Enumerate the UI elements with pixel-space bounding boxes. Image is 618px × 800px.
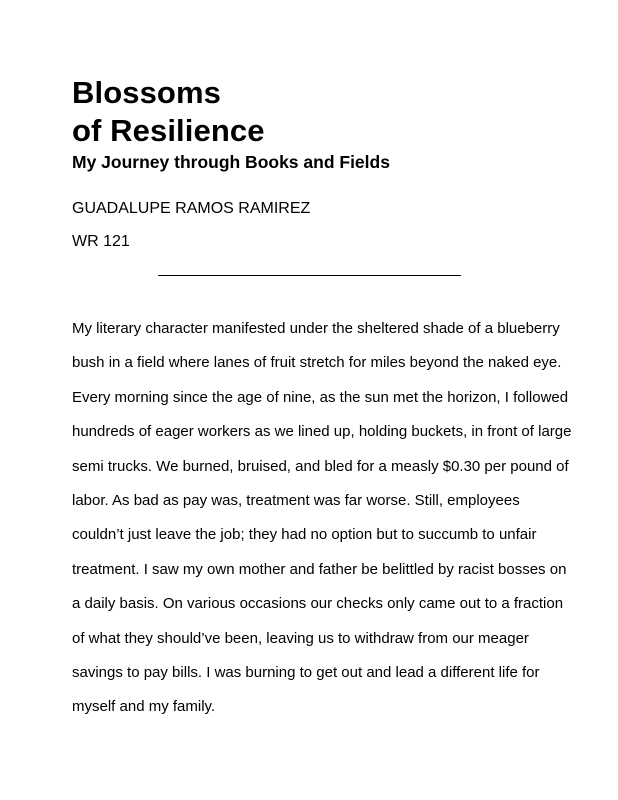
body-line: labor. As bad as pay was, treatment was far worse. Still, employees xyxy=(72,492,520,510)
body-line: couldn’t just leave the job; they had no option but to succumb to unfair xyxy=(72,526,537,544)
body-line: My literary character manifested under the sheltered shade of a blueberry xyxy=(72,320,560,337)
document-title xyxy=(72,74,265,150)
body-line: of what they should’ve been, leaving us to withdraw from our meager xyxy=(72,629,529,647)
body-line: myself and my family. xyxy=(72,698,216,716)
body-line: hundreds of eager workers as we lined up, holding buckets, in front of large xyxy=(72,423,572,441)
body-paragraph xyxy=(72,312,572,725)
course-code: WR 121 xyxy=(72,233,130,250)
body-line: semi trucks. We burned, bruised, and bled for a measly $0.30 per pound of xyxy=(72,457,569,475)
body-line: bush in a field where lanes of fruit stretch for miles beyond the naked eye. xyxy=(72,354,562,372)
body-line: treatment. I saw my own mother and father be belittled by racist bosses on xyxy=(72,560,567,578)
author-name: GUADALUPE RAMOS RAMIREZ xyxy=(72,200,311,217)
divider-line xyxy=(158,275,461,276)
body-line: savings to pay bills. I was burning to get out and lead a different life for xyxy=(72,664,540,682)
document-subtitle: My Journey through Books and Fields xyxy=(72,152,390,172)
title-line-1: Blossoms xyxy=(72,75,221,110)
body-line: Every morning since the age of nine, as the sun met the horizon, I followed xyxy=(72,388,569,406)
title-line-2: of Resilience xyxy=(72,113,265,148)
body-line: a daily basis. On various occasions our checks only came out to a fraction xyxy=(72,595,564,613)
